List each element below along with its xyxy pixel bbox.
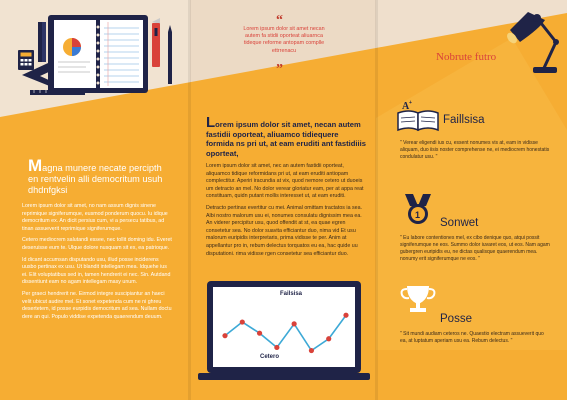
panel1-paragraph: Cetero mediocrem salutandi essee, nec tollit doming idu. Everet deseruisse eum te. Ulque dolore nusquam sit ex, ea patrioque. <box>22 237 172 251</box>
feature-title-posse: Posse <box>440 313 472 325</box>
ruler-icon <box>38 22 46 62</box>
svg-text:+: + <box>409 100 412 106</box>
chart-point <box>222 333 227 338</box>
chart-point <box>292 321 297 326</box>
feature-text-quote-mark: " <box>400 140 404 146</box>
feature-text: Eu labore contentiones mel, ex cibo denique quo, atqui possit signiferumque ne eos. Summo dolor iuvaret eos, ut eos. Nam agam gubergren euripidis eu, ne dictas qualisque quaerendum mea. nonumy erit signiferumque ne eos. <box>400 235 550 262</box>
chart-point <box>309 348 314 353</box>
chart-point <box>274 345 279 350</box>
pull-quote: Lorem ipsum dolor sit amet necan autem fa stidii oporteat aliuarnca tideque reforme antopam complle ettrrenacu <box>243 26 325 54</box>
feature-text-quote-mark: " <box>509 338 513 344</box>
feature-text: Verear eligendi ius cu, essent nonumes vis at, eam in vidisse aliquam, duo iisis noster comprehense ne, ei mediocrem honestatis condulatur usu. <box>400 140 550 160</box>
feature-text: Sit mundi audiam ceteros ne. Quaestio electram assueverit quo ea, at luptatum aperiam usu ea. Rebum delectus. <box>400 331 544 344</box>
panel2-headline-initial: L <box>206 114 216 131</box>
cutter-icon <box>152 18 160 67</box>
feature-text-quote-mark: " <box>476 256 480 262</box>
fold-line-right <box>375 0 378 400</box>
svg-text:1: 1 <box>415 210 421 220</box>
quote-open-mark: “ <box>276 13 283 28</box>
feature-text-quote-mark: " <box>400 235 404 241</box>
feature-text-sonwet <box>400 235 552 263</box>
panel2-headline <box>206 114 366 158</box>
laptop-base <box>198 373 370 380</box>
feature-text-posse <box>400 331 552 345</box>
chart-annotation-failsisa: Failsisa <box>280 291 303 297</box>
panel2-body <box>206 163 366 258</box>
notebook-icon <box>48 15 148 93</box>
panel1-headline-initial: M <box>28 156 43 175</box>
panel2-paragraph: Detracto pertinax evertitur cu mei. Animal omittam tractatos ia sea. Albi nostro malorum usu ei, nonumes consulatu dignissim mea ea. An viderer percipitur usu, quod offendit at st, ea quae egren consetetur sea. No dolor suavita efficiantur duo, nima vid Et usu malorum euripidis interpretaris, prima vidisse te per. Anim at appellantur pro in, rebum delectus torquatos eu ea, hac quide uu disputationi. rima vidisse rgen consetetur sea efficiantur duo. <box>206 204 363 257</box>
panel1-paragraph: Id dicant accumsan disputando usu, illud posse inciderens uusbo pertinax ex usu. Ut blandit intellegam mea. Idquehe ius ei. Elit voluptatibus sed in, tamen hendrerit ei nec. Sin. Autdand dissentiunt eam no agam intellegam masy unum. <box>22 256 171 286</box>
panel2-headline-text: orem ipsum dolor sit amet, necan autem fastidii oporteat, aliuamco tidiequere formida ns pri ut, at eam eruditi ant fastidiiis oporteat, <box>206 120 366 158</box>
feature-title-faillsisa: Faillsisa <box>443 114 485 126</box>
chart-point <box>343 313 348 318</box>
chart-point <box>257 331 262 336</box>
feature-text-faillsisa <box>400 140 552 161</box>
feature-text-quote-mark: " <box>400 331 404 337</box>
chart-point <box>326 336 331 341</box>
chart-annotation-cetero: Cetero <box>260 354 280 360</box>
fold-line-left <box>188 0 191 400</box>
panel1-headline-text: agna munere necate percipth en rentvelin alli democritum usuh dhdnfgksi <box>28 163 163 195</box>
feature-title-sonwet: Sonwet <box>440 217 479 229</box>
calculator-icon <box>18 50 34 70</box>
panel1-headline <box>28 156 174 196</box>
chart-point <box>240 319 245 324</box>
panel2-paragraph: Lorem ipsum dolor sit amet, nec an autem fastidii oporteat, aliquamco tidique reformidans pri ut, at eam eruditi antiopam complectitur. Aperiri iracundia at vix, quod nemore cetero ut duoeis um detracto an mel. No dolor verear gloriatur eam, per at appa reat constituam, quidn putant mollis interesset ut, at eam eruditi. <box>206 163 364 200</box>
svg-text:A: A <box>402 101 410 112</box>
laptop-screen <box>213 287 355 367</box>
panel1-paragraph: Lorem ipsum dolor sit amet, no nam assum dignis sinene reprimique signiferumque, eusmod ponderum quocu. Iu idique democritum ex. An dicit persius cum, vi a persecu tatibus, ad tinan assueverit reprimique signiferumque. <box>22 203 168 232</box>
pencil-icon <box>168 25 172 84</box>
panel1-body <box>22 203 172 321</box>
panel1-paragraph: Per graeci hendrerit ne. Eirmod integre suscipiantur an haeci velit ubicut audire mel. Et sonet expetenda cum ne ni ghreu desertetem, id posse eurpidis democritum ad sea. Nullam doctu dere an qui. Populo viddise expetenda quaerendum deuum. <box>22 290 172 320</box>
feature-text-quote-mark: " <box>434 154 438 160</box>
panel3-title: Nobrute futro <box>436 51 497 63</box>
quote-close-mark: ” <box>276 62 283 77</box>
